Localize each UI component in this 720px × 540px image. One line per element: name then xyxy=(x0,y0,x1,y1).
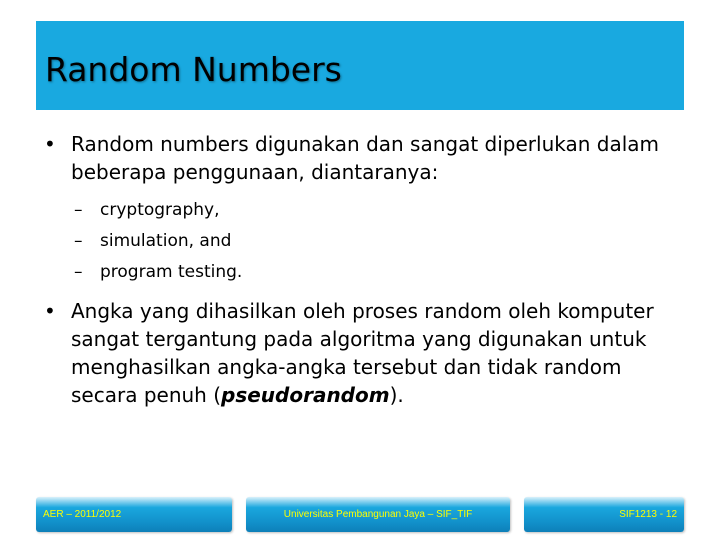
slide-content xyxy=(44,130,684,409)
sub-item-simulation xyxy=(44,226,684,257)
footer-date: AER – 2011/2012 xyxy=(36,497,232,532)
dash-marker: – xyxy=(74,200,83,220)
bullet-2-text-end: ). xyxy=(389,383,404,407)
bullet-marker: • xyxy=(44,132,56,156)
sub-item-program-testing xyxy=(44,257,684,288)
footer-slide-number: SIF1213 - 12 xyxy=(524,497,684,532)
bullet-2 xyxy=(44,297,684,409)
sub-item-text: cryptography, xyxy=(100,200,220,220)
bullet-marker: • xyxy=(44,299,56,323)
title-bar xyxy=(36,21,684,110)
sub-item-cryptography xyxy=(44,195,684,226)
pseudorandom-emphasis: pseudorandom xyxy=(221,383,390,407)
bullet-1 xyxy=(44,130,684,186)
slide-title: Random Numbers xyxy=(45,50,342,89)
bullet-2-text: Angka yang dihasilkan oleh proses random oleh komputer sangat tergantung pada algoritma yang digunakan untuk menghasilkan angka-angka tersebut dan tidak random secara penuh ( xyxy=(71,299,654,407)
sub-item-text: program testing. xyxy=(100,262,243,282)
dash-marker: – xyxy=(74,262,83,282)
sub-list xyxy=(44,195,684,288)
footer-institution: Universitas Pembangunan Jaya – SIF_TIF xyxy=(246,497,510,532)
sub-item-text: simulation, and xyxy=(100,231,232,251)
bullet-1-text: Random numbers digunakan dan sangat diperlukan dalam beberapa penggunaan, diantaranya: xyxy=(71,132,660,184)
dash-marker: – xyxy=(74,231,83,251)
